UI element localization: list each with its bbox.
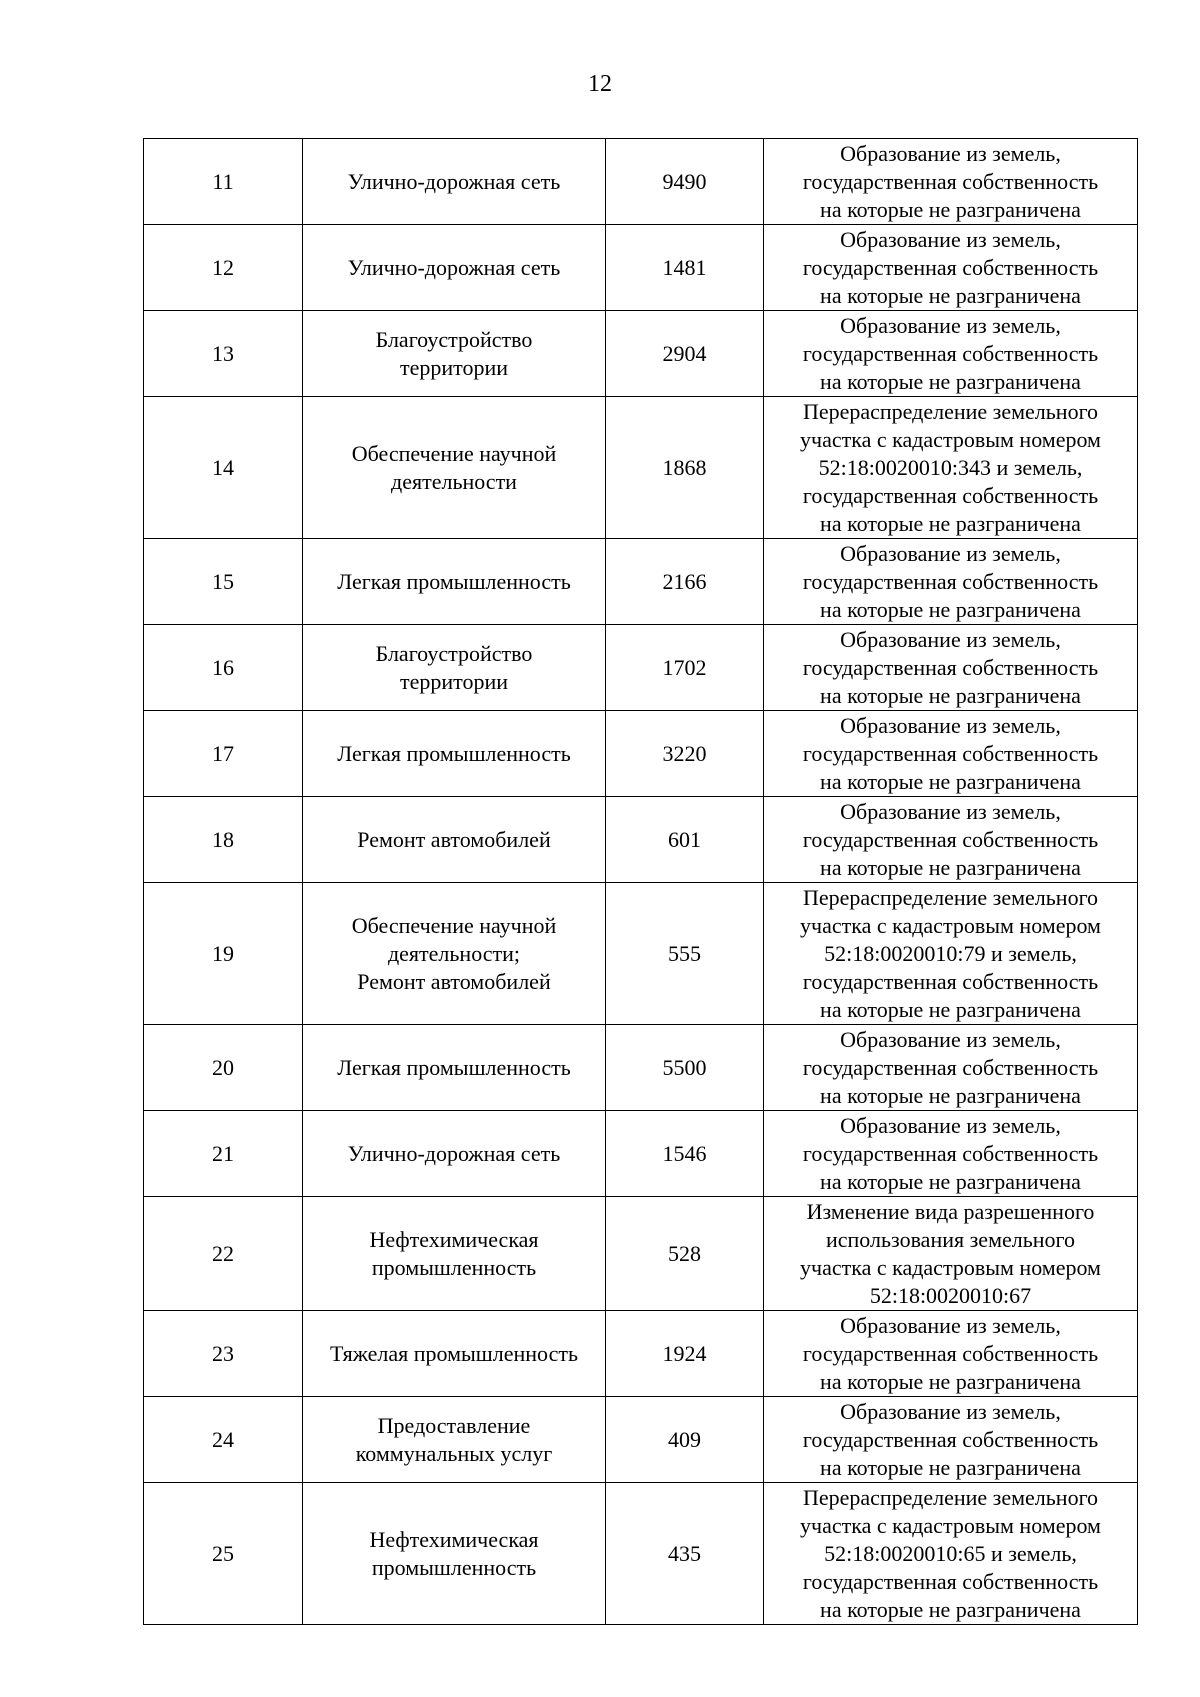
formation-method-cell: Образование из земель, государственная собственность на которые не разграничена xyxy=(764,539,1138,625)
permitted-use-cell: Легкая промышленность xyxy=(303,539,606,625)
area-cell: 1868 xyxy=(606,397,764,539)
land-plots-table xyxy=(143,138,1138,1625)
table-body xyxy=(144,139,1138,1625)
permitted-use-cell: Нефтехимическая промышленность xyxy=(303,1197,606,1311)
formation-method-cell: Образование из земель, государственная собственность на которые не разграничена xyxy=(764,1397,1138,1483)
plot-number-cell: 22 xyxy=(144,1197,303,1311)
permitted-use-cell: Предоставление коммунальных услуг xyxy=(303,1397,606,1483)
permitted-use-cell: Обеспечение научной деятельности; Ремонт автомобилей xyxy=(303,883,606,1025)
formation-method-cell: Образование из земель, государственная собственность на которые не разграничена xyxy=(764,1025,1138,1111)
table-row xyxy=(144,711,1138,797)
permitted-use-cell: Благоустройство территории xyxy=(303,311,606,397)
plot-number-cell: 16 xyxy=(144,625,303,711)
table-row xyxy=(144,1397,1138,1483)
area-cell: 601 xyxy=(606,797,764,883)
table-row xyxy=(144,397,1138,539)
area-cell: 1546 xyxy=(606,1111,764,1197)
plot-number-cell: 20 xyxy=(144,1025,303,1111)
formation-method-cell: Образование из земель, государственная собственность на которые не разграничена xyxy=(764,1311,1138,1397)
plot-number-cell: 18 xyxy=(144,797,303,883)
area-cell: 2904 xyxy=(606,311,764,397)
table-row xyxy=(144,1197,1138,1311)
permitted-use-cell: Тяжелая промышленность xyxy=(303,1311,606,1397)
plot-number-cell: 14 xyxy=(144,397,303,539)
plot-number-cell: 21 xyxy=(144,1111,303,1197)
area-cell: 5500 xyxy=(606,1025,764,1111)
table-row xyxy=(144,797,1138,883)
plot-number-cell: 11 xyxy=(144,139,303,225)
table-row xyxy=(144,883,1138,1025)
table-row xyxy=(144,311,1138,397)
permitted-use-cell: Нефтехимическая промышленность xyxy=(303,1483,606,1625)
permitted-use-cell: Благоустройство территории xyxy=(303,625,606,711)
table-row xyxy=(144,539,1138,625)
page-number: 12 xyxy=(588,71,612,97)
table-row xyxy=(144,1311,1138,1397)
area-cell: 2166 xyxy=(606,539,764,625)
table-row xyxy=(144,225,1138,311)
formation-method-cell: Образование из земель, государственная собственность на которые не разграничена xyxy=(764,1111,1138,1197)
area-cell: 1481 xyxy=(606,225,764,311)
permitted-use-cell: Легкая промышленность xyxy=(303,1025,606,1111)
plot-number-cell: 13 xyxy=(144,311,303,397)
plot-number-cell: 15 xyxy=(144,539,303,625)
plot-number-cell: 17 xyxy=(144,711,303,797)
permitted-use-cell: Улично-дорожная сеть xyxy=(303,225,606,311)
formation-method-cell: Образование из земель, государственная собственность на которые не разграничена xyxy=(764,711,1138,797)
formation-method-cell: Образование из земель, государственная собственность на которые не разграничена xyxy=(764,311,1138,397)
area-cell: 3220 xyxy=(606,711,764,797)
formation-method-cell: Изменение вида разрешенного использования земельного участка с кадастровым номером 52:18:0020010:67 xyxy=(764,1197,1138,1311)
area-cell: 1702 xyxy=(606,625,764,711)
area-cell: 555 xyxy=(606,883,764,1025)
plot-number-cell: 23 xyxy=(144,1311,303,1397)
formation-method-cell: Образование из земель, государственная собственность на которые не разграничена xyxy=(764,225,1138,311)
area-cell: 9490 xyxy=(606,139,764,225)
permitted-use-cell: Ремонт автомобилей xyxy=(303,797,606,883)
formation-method-cell: Перераспределение земельного участка с кадастровым номером 52:18:0020010:65 и земель, государственная собственность на которые не разграничена xyxy=(764,1483,1138,1625)
permitted-use-cell: Улично-дорожная сеть xyxy=(303,139,606,225)
formation-method-cell: Образование из земель, государственная собственность на которые не разграничена xyxy=(764,797,1138,883)
area-cell: 1924 xyxy=(606,1311,764,1397)
formation-method-cell: Образование из земель, государственная собственность на которые не разграничена xyxy=(764,625,1138,711)
table-row xyxy=(144,1111,1138,1197)
plot-number-cell: 25 xyxy=(144,1483,303,1625)
table-row xyxy=(144,625,1138,711)
formation-method-cell: Образование из земель, государственная собственность на которые не разграничена xyxy=(764,139,1138,225)
plot-number-cell: 12 xyxy=(144,225,303,311)
area-cell: 435 xyxy=(606,1483,764,1625)
table-row xyxy=(144,139,1138,225)
permitted-use-cell: Обеспечение научной деятельности xyxy=(303,397,606,539)
table-row xyxy=(144,1483,1138,1625)
permitted-use-cell: Легкая промышленность xyxy=(303,711,606,797)
formation-method-cell: Перераспределение земельного участка с кадастровым номером 52:18:0020010:343 и земель, государственная собственность на которые не разграничена xyxy=(764,397,1138,539)
area-cell: 528 xyxy=(606,1197,764,1311)
formation-method-cell: Перераспределение земельного участка с кадастровым номером 52:18:0020010:79 и земель, государственная собственность на которые не разграничена xyxy=(764,883,1138,1025)
area-cell: 409 xyxy=(606,1397,764,1483)
permitted-use-cell: Улично-дорожная сеть xyxy=(303,1111,606,1197)
table-row xyxy=(144,1025,1138,1111)
plot-number-cell: 24 xyxy=(144,1397,303,1483)
plot-number-cell: 19 xyxy=(144,883,303,1025)
